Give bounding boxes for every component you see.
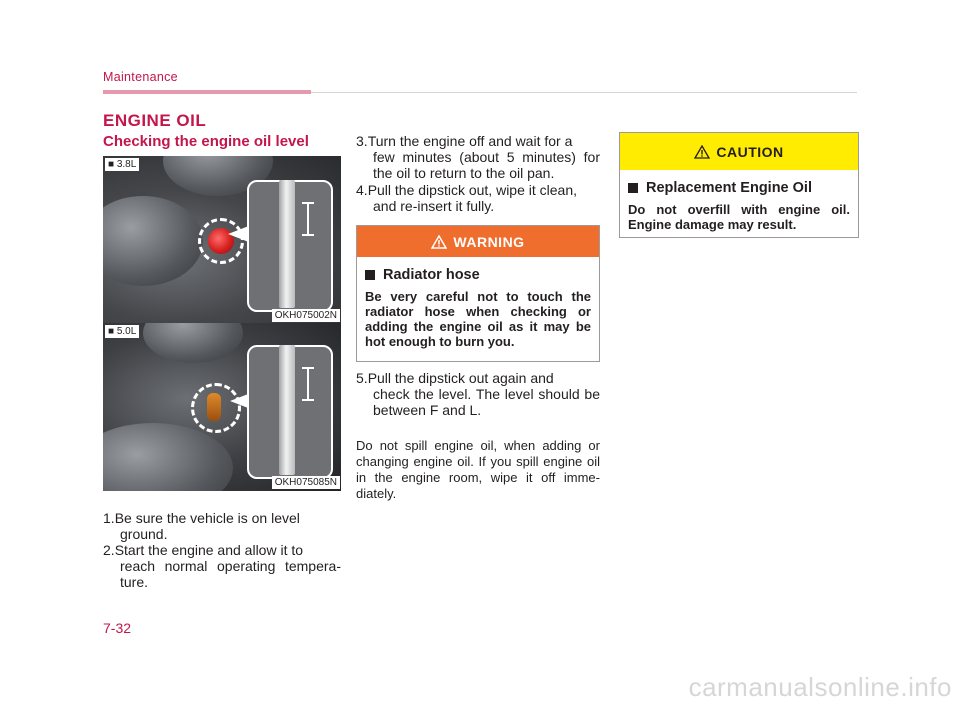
- step-number: 5.: [356, 370, 368, 386]
- spill-note: Do not spill engine oil, when adding or changing engine oil. If you spill engine oil in the engine room, wipe it off imme-diately.: [356, 438, 600, 501]
- step-1: [103, 510, 341, 542]
- square-bullet-icon: [365, 270, 375, 280]
- figure-label: ■ 5.0L: [105, 325, 139, 338]
- step-number: 3.: [356, 133, 368, 149]
- caution-title: [628, 180, 858, 196]
- warning-text: Be very careful not to touch the radiator hose when checking or adding the engine oil as it may be hot enough to burn you.: [365, 289, 591, 349]
- warning-title: [365, 267, 599, 283]
- step-5: [356, 370, 600, 418]
- warning-title-text: Radiator hose: [383, 267, 480, 283]
- header-accent-bar: [103, 90, 311, 94]
- step-text-continued: reach normal operating tempera-ture.: [120, 558, 341, 590]
- gauge-range-mark: [307, 202, 309, 234]
- gauge-range-mark: [307, 367, 309, 399]
- header-rule: [311, 92, 857, 93]
- step-3: [356, 133, 600, 181]
- step-number: 1.: [103, 510, 115, 526]
- engine-photo-3-8l: [103, 156, 341, 324]
- warning-heading: WARNING: [453, 233, 525, 250]
- dipstick-callout: [247, 180, 333, 312]
- engine-photo-5-0l: [103, 323, 341, 491]
- section-label: Maintenance: [103, 70, 178, 84]
- dipstick-callout: [247, 345, 333, 479]
- warning-header: [357, 226, 599, 257]
- page-title: ENGINE OIL: [103, 111, 207, 130]
- figure-code: OKH075002N: [272, 309, 340, 322]
- warning-triangle-icon: [694, 145, 710, 159]
- step-text: Turn the engine off and wait for a: [367, 133, 573, 149]
- step-number: 4.: [356, 182, 368, 198]
- warning-box: [356, 225, 600, 362]
- step-text-continued: and re-insert it fully.: [373, 198, 495, 214]
- step-text-continued: few minutes (about 5 minutes) for the oil to return to the oil pan.: [373, 149, 600, 181]
- square-bullet-icon: [628, 183, 638, 193]
- gauge-bottom-mark: [302, 234, 314, 236]
- gauge-bottom-mark: [302, 399, 314, 401]
- caution-text: Do not overfill with engine oil. Engine damage may result.: [628, 202, 850, 232]
- site-watermark: carmanualsonline.info: [688, 672, 952, 702]
- step-number: 2.: [103, 542, 115, 558]
- caution-heading: CAUTION: [716, 143, 784, 160]
- warning-triangle-icon: [431, 235, 447, 249]
- page-number: 7-32: [103, 620, 132, 636]
- step-text-continued: check the level. The level should be between F and L.: [373, 386, 600, 418]
- step-2: [103, 542, 341, 590]
- caution-title-text: Replacement Engine Oil: [646, 180, 812, 196]
- caution-box: [619, 132, 859, 238]
- step-text: Start the engine and allow it to: [114, 542, 304, 558]
- subsection-title: Checking the engine oil level: [103, 133, 309, 150]
- figure-code: OKH075085N: [272, 476, 340, 489]
- caution-header: [620, 133, 858, 170]
- step-4: [356, 182, 600, 214]
- step-text: Be sure the vehicle is on level: [114, 510, 300, 526]
- step-text: Pull the dipstick out, wipe it clean,: [367, 182, 578, 198]
- step-text: Pull the dipstick out again and: [367, 370, 554, 386]
- step-text-continued: ground.: [120, 526, 168, 542]
- figure-label: ■ 3.8L: [105, 158, 139, 171]
- dipstick-illustration: [279, 180, 295, 308]
- dipstick-illustration: [279, 345, 295, 475]
